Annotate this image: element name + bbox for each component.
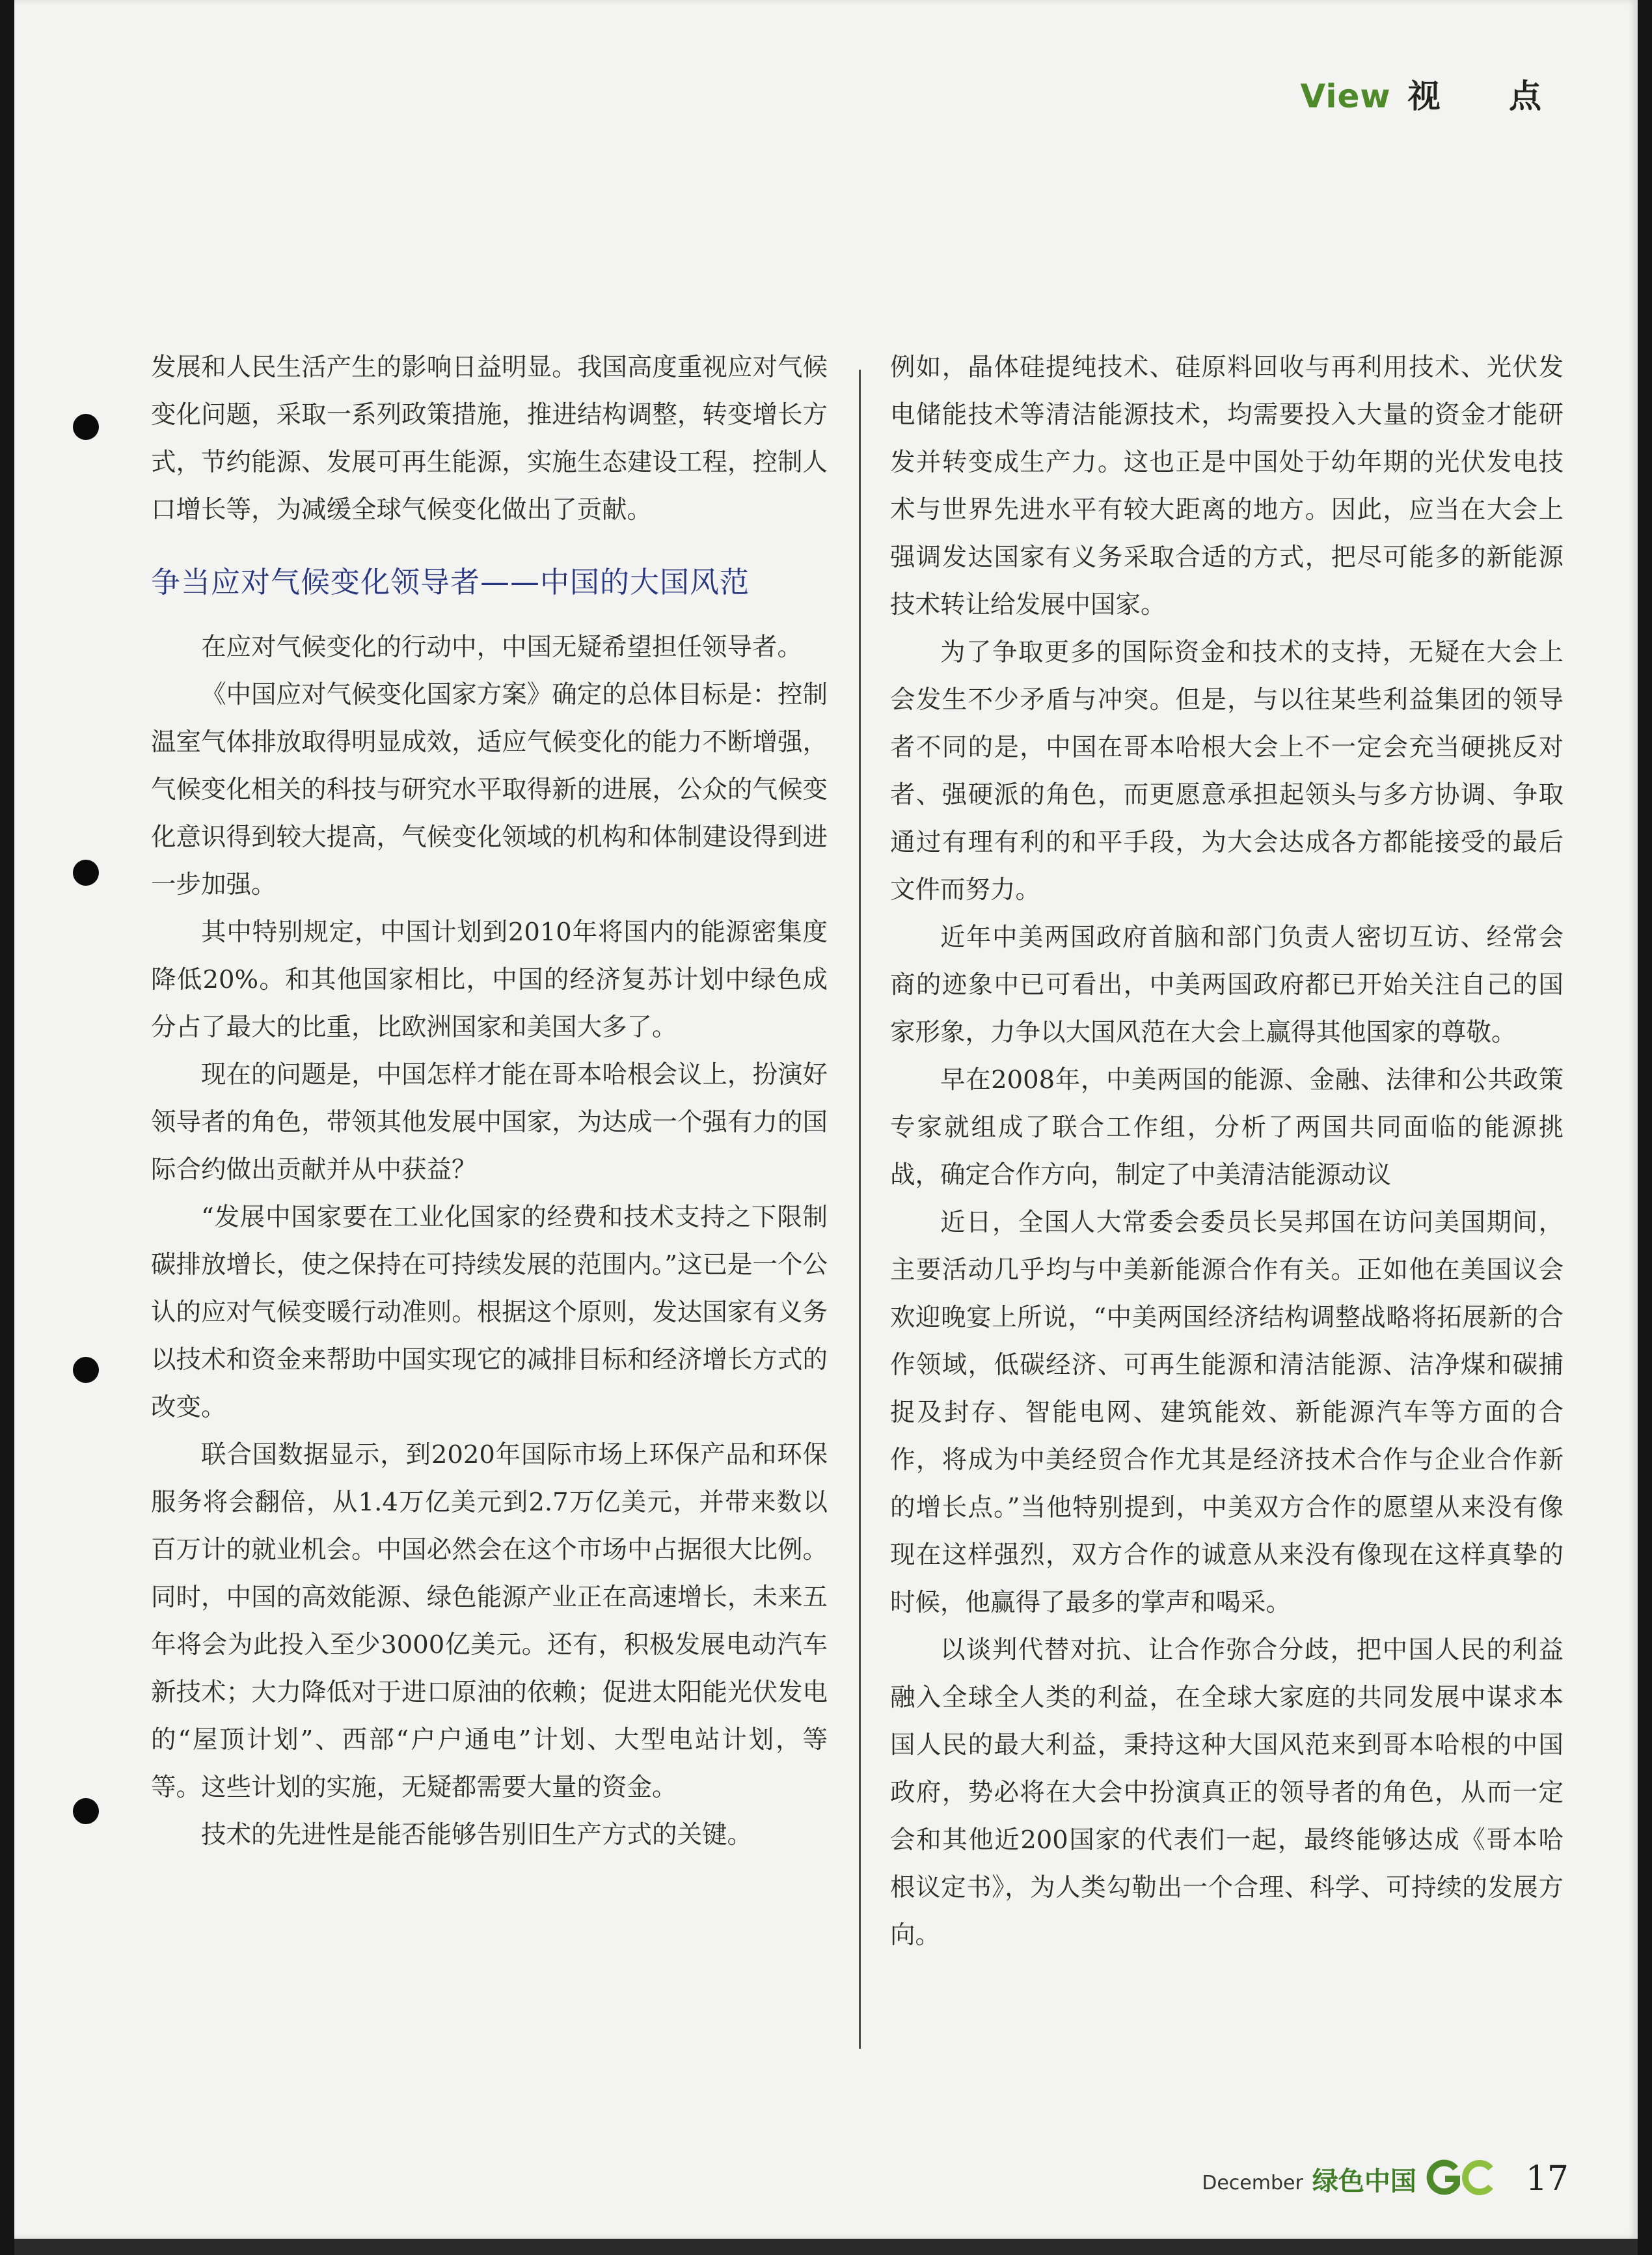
paragraph: 在应对气候变化的行动中，中国无疑希望担任领导者。 [201,633,803,662]
page-number: 17 [1525,2159,1569,2198]
paragraph: 现在的问题是，中国怎样才能在哥本哈根会议上，扮演好领导者的角色，带领其他发展中国家，为达成一个强有力的国际合约做出贡献并从中获益？ [151,1060,828,1184]
right-column [890,344,1564,1959]
paragraph: 发展和人民生活产生的影响日益明显。我国高度重视应对气候变化问题，采取一系列政策措施，推进结构调整，转变增长方式，节约能源、发展可再生能源，实施生态建设工程，控制人口增长等，为减缓全球气候变化做出了贡献。 [151,353,828,525]
paragraph: 近年中美两国政府首脑和部门负责人密切互访、经常会商的迹象中已可看出，中美两国政府都已开始关注自己的国家形象，力争以大国风范在大会上赢得其他国家的尊敬。 [890,923,1564,1047]
binder-hole [73,1357,99,1383]
paragraph: “发展中国家要在工业化国家的经费和技术支持之下限制碳排放增长，使之保持在可持续发展的范围内。”这已是一个公认的应对气候变暖行动准则。根据这个原则，发达国家有义务以技术和资金来帮助中国实现它的减排目标和经济增长方式的改变。 [151,1203,828,1422]
section-label-en: View [1300,77,1391,115]
paragraph: 例如，晶体硅提纯技术、硅原料回收与再利用技术、光伏发电储能技术等清洁能源技术，均需要投入大量的资金才能研发并转变成生产力。这也正是中国处于幼年期的光伏发电技术与世界先进水平有较大距离的地方。因此，应当在大会上强调发达国家有义务采取合适的方式，把尽可能多的新能源技术转让给发展中国家。 [890,353,1564,620]
section-header [1301,70,1570,117]
paragraph: 为了争取更多的国际资金和技术的支持，无疑在大会上会发生不少矛盾与冲突。但是，与以往某些利益集团的领导者不同的是，中国在哥本哈根大会上不一定会充当硬挑反对者、强硬派的角色，而更愿意承担起领头与多方协调、争取通过有理有利的和平手段，为大会达成各方都能接受的最后文件而努力。 [890,638,1564,905]
paragraph: 技术的先进性是能否能够告别旧生产方式的关键。 [201,1820,753,1850]
section-label-cn: 视 点 [1407,77,1570,115]
binder-hole [73,1798,99,1824]
issue-month: December [1202,2171,1303,2194]
paragraph: 早在2008年，中美两国的能源、金融、法律和公共政策专家就组成了联合工作组，分析了两国共同面临的能源挑战，确定合作方向，制定了中美清洁能源动议 [890,1065,1564,1190]
paragraph: 近日，全国人大常委会委员长吴邦国在访问美国期间，主要活动几乎均与中美新能源合作有关。正如他在美国议会欢迎晚宴上所说，“中美两国经济结构调整战略将拓展新的合作领域，低碳经济、可再生能源和清洁能源、洁净煤和碳捕捉及封存、智能电网、建筑能效、新能源汽车等方面的合作，将成为中美经贸合作尤其是经济技术合作与企业合作新的增长点。”当他特别提到，中美双方合作的愿望从来没有像现在这样强烈，双方合作的诚意从来没有像现在这样真挚的时候，他赢得了最多的掌声和喝采。 [890,1208,1564,1617]
magazine-name: 绿色中国 [1312,2166,1416,2196]
left-column [151,344,828,1859]
paragraph: 联合国数据显示，到2020年国际市场上环保产品和环保服务将会翻倍，从1.4万亿美元到2.7万亿美元，并带来数以百万计的就业机会。中国必然会在这个市场中占据很大比例。同时，中国的高效能源、绿色能源产业正在高速增长，未来五年将会为此投入至少3000亿美元。还有，积极发展电动汽车新技术；大力降低对于进口原油的依赖；促进太阳能光伏发电的“屋顶计划”、西部“户户通电”计划、大型电站计划，等等。这些计划的实施，无疑都需要大量的资金。 [151,1440,828,1802]
paragraph: 以谈判代替对抗、让合作弥合分歧，把中国人民的利益融入全球全人类的利益，在全球大家庭的共同发展中谋求本国人民的最大利益，秉持这种大国风范来到哥本哈根的中国政府，势必将在大会中扮演真正的领导者的角色，从而一定会和其他近200国家的代表们一起，最终能够达成《哥本哈根议定书》，为人类勾勒出一个合理、科学、可持续的发展方向。 [890,1635,1564,1950]
column-divider [859,370,861,2049]
binder-hole [73,414,99,440]
section-heading: 争当应对气候变化领导者——中国的大国风范 [151,565,750,599]
scan-edge [14,2239,1638,2255]
paragraph: 其中特别规定，中国计划到2010年将国内的能源密集度降低20%。和其他国家相比，中国的经济复苏计划中绿色成分占了最大的比重，比欧洲国家和美国大多了。 [151,918,828,1042]
gc-logo-icon [1426,2159,1497,2198]
paragraph: 《中国应对气候变化国家方案》确定的总体目标是：控制温室气体排放取得明显成效，适应气候变化的能力不断增强，气候变化相关的科技与研究水平取得新的进展，公众的气候变化意识得到较大提高，气候变化领域的机构和体制建设得到进一步加强。 [151,680,828,899]
binder-hole [73,860,99,886]
page-footer [1202,2159,1569,2198]
